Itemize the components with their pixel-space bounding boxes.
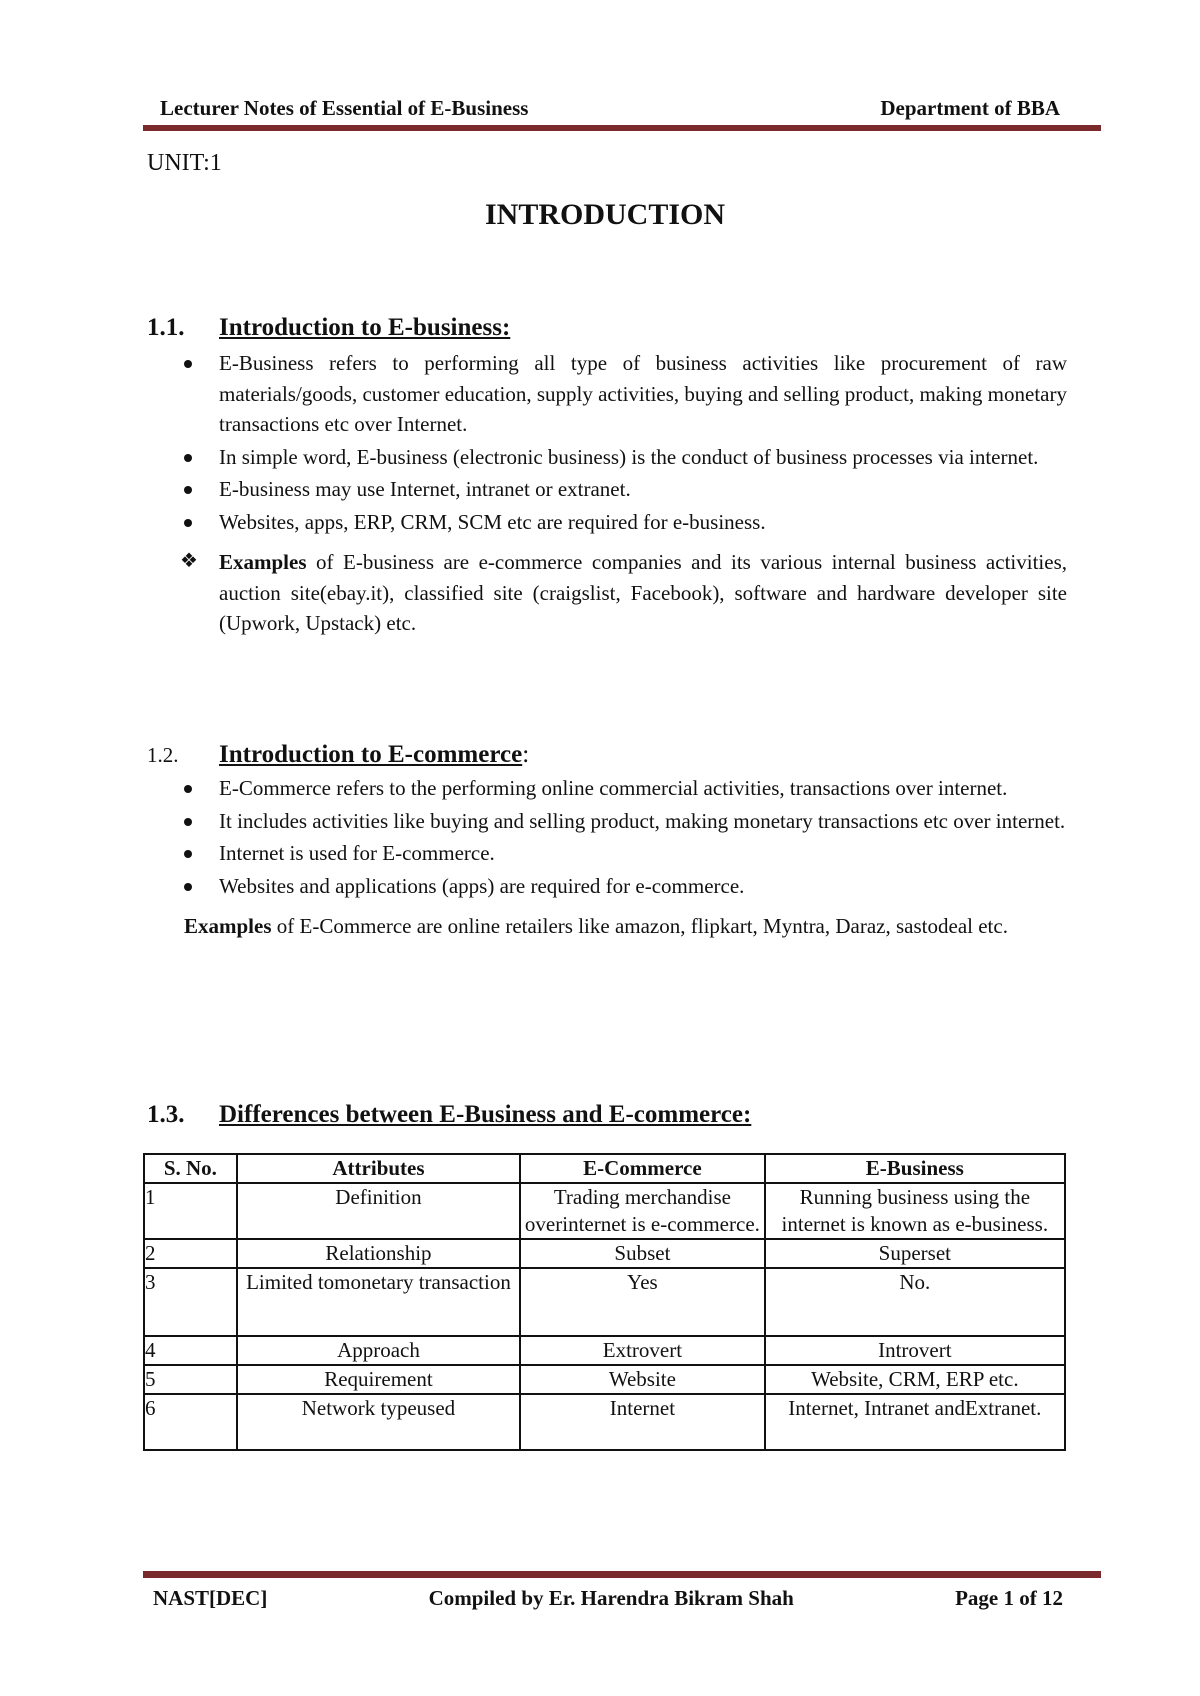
list-item: In simple word, E-business (electronic business) is the conduct of business processes via internet. — [147, 442, 1067, 473]
list-item: Websites, apps, ERP, CRM, SCM etc are required for e-business. — [147, 507, 1067, 538]
examples-label: Examples — [219, 550, 307, 574]
bullet-icon — [184, 454, 192, 462]
column-header: E-Business — [765, 1154, 1065, 1183]
footer-author: Compiled by Er. Harendra Bikram Shah — [428, 1586, 794, 1610]
section-heading: 1.2. Introduction to E-commerce : — [147, 741, 530, 768]
table-cell: Limited tomonetary transaction — [237, 1268, 520, 1336]
examples-text: of E-Commerce are online retailers like amazon, flipkart, Myntra, Daraz, sastodeal etc. — [271, 914, 1008, 938]
table-cell: Internet, Intranet andExtranet. — [765, 1394, 1065, 1450]
bullet-icon — [184, 486, 192, 494]
table-cell: Extrovert — [520, 1336, 765, 1365]
list-item: E-Commerce refers to the performing online commercial activities, transactions over internet. — [147, 773, 1067, 804]
table-cell: Running business using the internet is known as e-business. — [765, 1183, 1065, 1239]
examples-label: Examples — [184, 914, 272, 938]
table-cell: Definition — [237, 1183, 520, 1239]
section-differences — [147, 1101, 1067, 1129]
diamond-bullet-icon: ❖ — [180, 550, 198, 572]
table-cell: Subset — [520, 1239, 765, 1268]
section-number: 1.1. — [147, 314, 185, 341]
section-heading — [147, 1101, 1067, 1129]
section-number: 1.3. — [147, 1101, 185, 1128]
bullet-icon — [184, 519, 192, 527]
footer-institution: NAST[DEC] — [153, 1586, 268, 1610]
list-item: Websites and applications (apps) are required for e-commerce. — [147, 871, 1067, 902]
bullet-icon — [184, 785, 192, 793]
table-cell: No. — [765, 1268, 1065, 1336]
header-course-title: Lecturer Notes of Essential of E-Business — [160, 96, 529, 120]
table-cell: Relationship — [237, 1239, 520, 1268]
table-cell: Website, CRM, ERP etc. — [765, 1365, 1065, 1394]
section-ebusiness — [147, 314, 1067, 639]
bullet-icon — [184, 360, 192, 368]
page-title: INTRODUCTION — [484, 198, 726, 231]
bullet-list — [147, 773, 1067, 901]
column-header: Attributes — [237, 1154, 520, 1183]
section-number: 1.2. — [147, 743, 179, 767]
table-row — [144, 1268, 1065, 1336]
header-department: Department of BBA — [880, 96, 1060, 120]
bullet-icon — [184, 850, 192, 858]
section-title: Differences between E-Business and E-commerce: — [219, 1101, 752, 1128]
page-number: Page 1 of 12 — [955, 1586, 1063, 1610]
examples-paragraph — [147, 547, 1067, 639]
examples-text: of E-business are e-commerce companies and its various internal business activities, auction site(ebay.it), classified site (craigslist, Facebook), software and hardware developer site (Upwork, Upstack) etc. — [219, 550, 1067, 635]
table-cell: Superset — [765, 1239, 1065, 1268]
table-cell: 1 — [144, 1183, 237, 1239]
table-row — [144, 1336, 1065, 1365]
section-heading — [147, 314, 1067, 342]
section-title: Introduction to E-commerce — [219, 741, 523, 768]
list-item: E-business may use Internet, intranet or extranet. — [147, 474, 1067, 505]
list-item: Internet is used for E-commerce. — [147, 838, 1067, 869]
table-row — [144, 1239, 1065, 1268]
differences-table — [143, 1153, 1066, 1451]
examples-paragraph — [147, 911, 1067, 942]
table-cell: Trading merchandise overinternet is e-commerce. — [520, 1183, 765, 1239]
table-cell: 2 — [144, 1239, 237, 1268]
table-cell: Website — [520, 1365, 765, 1394]
table-cell: Network typeused — [237, 1394, 520, 1450]
table-cell: 4 — [144, 1336, 237, 1365]
table-cell: 5 — [144, 1365, 237, 1394]
list-item: E-Business refers to performing all type of business activities like procurement of raw materials/goods, customer education, supply activities, buying and selling product, making monetary transactions etc over Internet. — [147, 348, 1067, 440]
running-footer — [153, 1586, 1063, 1611]
running-header — [160, 96, 1060, 121]
footer-rule — [143, 1571, 1101, 1578]
section-title: Introduction to E-business: — [219, 314, 511, 341]
table-cell: Introvert — [765, 1336, 1065, 1365]
table-cell: 3 — [144, 1268, 237, 1336]
table-row — [144, 1365, 1065, 1394]
bullet-icon — [184, 883, 192, 891]
column-header: S. No. — [144, 1154, 237, 1183]
bullet-icon — [184, 818, 192, 826]
column-header: E-Commerce — [520, 1154, 765, 1183]
table-header-row — [144, 1154, 1065, 1183]
table-cell: Requirement — [237, 1365, 520, 1394]
bullet-list — [147, 348, 1067, 537]
section-ecommerce — [147, 741, 1067, 942]
header-rule — [143, 125, 1101, 131]
table-cell: Internet — [520, 1394, 765, 1450]
table-cell: 6 — [144, 1394, 237, 1450]
table-cell: Approach — [237, 1336, 520, 1365]
table-row — [144, 1394, 1065, 1450]
table-row — [144, 1183, 1065, 1239]
table-cell: Yes — [520, 1268, 765, 1336]
unit-label: UNIT:1 — [147, 150, 222, 176]
list-item: It includes activities like buying and selling product, making monetary transactions etc over internet. — [147, 806, 1067, 837]
